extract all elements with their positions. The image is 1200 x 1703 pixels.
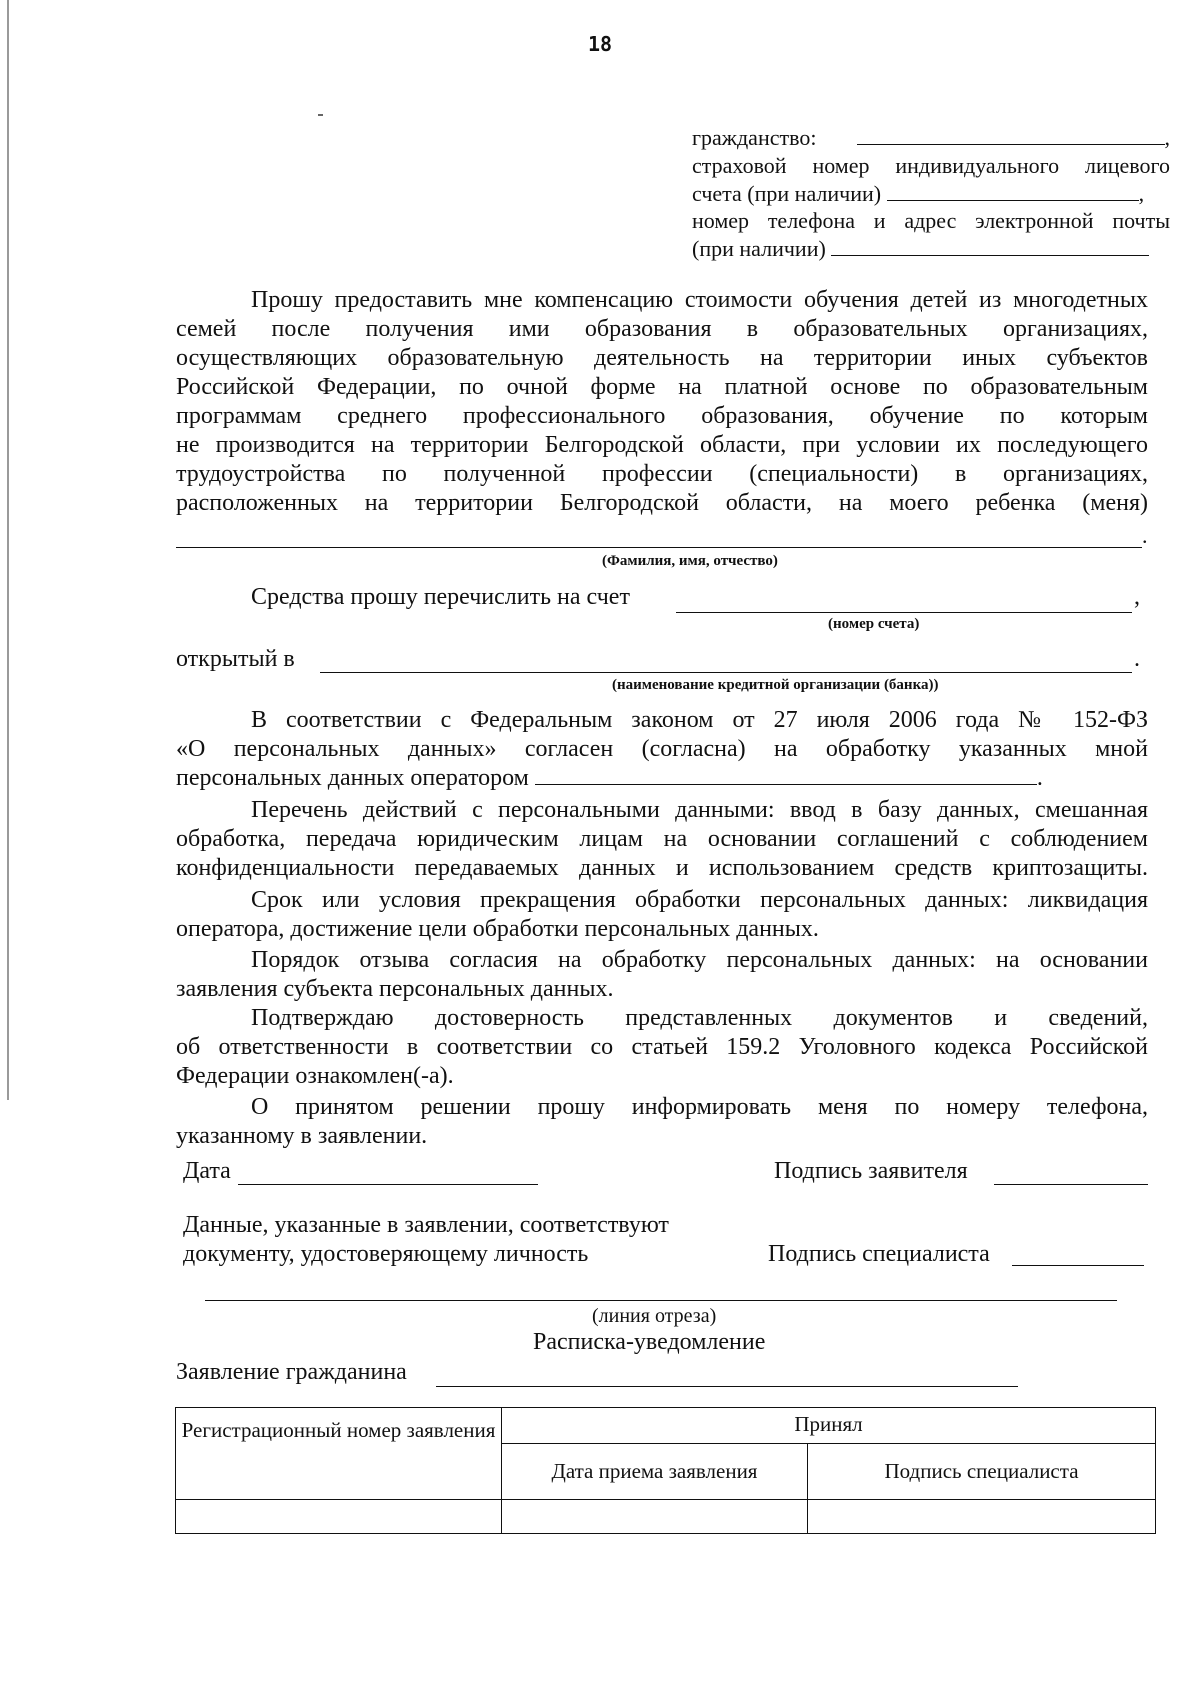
consent-line: об ответственности в соответствии со статьей 159.2 Уголовного кодекса Российской <box>176 1034 1148 1060</box>
account-label: Средства прошу перечислить на счет <box>251 584 630 610</box>
consent-line: заявления субъекта персональных данных. <box>176 976 614 1002</box>
operator-blank[interactable] <box>535 764 1037 785</box>
consent-paragraph-2 <box>176 796 1148 883</box>
insurance-blank[interactable] <box>887 182 1139 201</box>
consent-line: оператора, достижение цели обработки персональных данных. <box>176 916 819 942</box>
opened-label: открытый в <box>176 646 295 672</box>
consent-line: обработка, передача юридическим лицам на основании соглашений с соблюдением <box>176 826 1148 852</box>
contact-field[interactable] <box>692 235 1149 263</box>
insurance-label-line2: счета (при наличии) <box>692 181 882 206</box>
insurance-field[interactable]: счета (при наличии) , <box>692 181 1145 206</box>
scan-speck <box>318 114 323 116</box>
consent-paragraph-3 <box>176 886 1148 944</box>
cut-line <box>205 1300 1117 1301</box>
consent-line: В соответствии с Федеральным законом от 27 июля 2006 года № 152-ФЗ <box>251 707 1148 733</box>
consent-paragraph-6 <box>176 1093 1148 1151</box>
consent-paragraph-5 <box>176 1004 1148 1091</box>
account-comma: , <box>1134 584 1140 610</box>
date-blank-line[interactable] <box>238 1184 538 1185</box>
citizenship-label: гражданство: <box>692 125 817 150</box>
applicant-signature-label: Подпись заявителя <box>774 1158 968 1184</box>
bank-period: . <box>1134 646 1140 672</box>
consent-paragraph-1 <box>176 706 1148 793</box>
citizenship-blank[interactable] <box>857 126 1165 145</box>
account-blank-line[interactable] <box>676 612 1132 613</box>
application-label: Заявление гражданина <box>176 1359 407 1385</box>
consent-line: Срок или условия прекращения обработки персональных данных: ликвидация <box>251 887 1148 913</box>
consent-line: указанному в заявлении. <box>176 1123 428 1149</box>
date-received-cell[interactable] <box>502 1500 808 1534</box>
request-line: Российской Федерации, по очной форме на платной основе по образовательным <box>176 374 1148 400</box>
request-paragraph <box>176 286 1148 518</box>
fio-blank-line[interactable] <box>176 547 1142 548</box>
data-match-line2: документу, удостоверяющему личность <box>183 1241 589 1267</box>
bank-blank-line[interactable] <box>320 672 1132 673</box>
bank-caption: (наименование кредитной организации (банка)) <box>612 677 939 693</box>
applicant-signature-line[interactable] <box>994 1184 1148 1185</box>
scan-edge <box>7 0 9 1100</box>
operator-field[interactable]: персональных данных оператором . <box>176 765 1043 791</box>
reg-number-cell[interactable] <box>176 1500 502 1534</box>
consent-line: «О персональных данных» согласен (согласна) на обработку указанных мной <box>176 736 1148 762</box>
contact-label-line1: номер телефона и адрес электронной почты <box>692 208 1170 233</box>
registration-table <box>175 1407 1156 1534</box>
cut-line-caption: (линия отреза) <box>592 1305 717 1327</box>
request-line: семей после получения ими образования в образовательных организациях, <box>176 316 1148 342</box>
specialist-signature-cell[interactable] <box>808 1500 1156 1534</box>
consent-paragraph-4 <box>176 946 1148 1004</box>
contact-blank[interactable] <box>831 237 1149 256</box>
specialist-signature-line[interactable] <box>1012 1265 1144 1266</box>
fio-caption: (Фамилия, имя, отчество) <box>602 553 778 569</box>
date-received-header: Дата приема заявления <box>502 1444 808 1500</box>
specialist-signature-header: Подпись специалиста <box>808 1444 1156 1500</box>
contact-label-line2: (при наличии) <box>692 236 826 261</box>
consent-line: Перечень действий с персональными данными: ввод в базу данных, смешанная <box>251 797 1148 823</box>
data-match-line1: Данные, указанные в заявлении, соответствуют <box>183 1212 669 1238</box>
consent-line: конфиденциальности передаваемых данных и использованием средств криптозащиты. <box>176 855 1148 881</box>
insurance-label-line1: страховой номер индивидуального лицевого <box>692 153 1170 178</box>
reg-number-header: Регистрационный номер заявления <box>176 1408 502 1500</box>
request-line: осуществляющих образовательную деятельность на территории иных субъектов <box>176 345 1148 371</box>
operator-label: персональных данных оператором <box>176 765 529 791</box>
request-line: Прошу предоставить мне компенсацию стоимости обучения детей из многодетных <box>251 287 1148 313</box>
request-line: программам среднего профессионального образования, обучение по которым <box>176 403 1148 429</box>
application-blank-line[interactable] <box>436 1386 1018 1387</box>
consent-line: Федерации ознакомлен(-а). <box>176 1063 454 1089</box>
request-line: не производится на территории Белгородской области, при условии их последующего <box>176 432 1148 458</box>
request-line: трудоустройства по полученной профессии (специальности) в организациях, <box>176 461 1148 487</box>
date-label: Дата <box>183 1158 231 1184</box>
page-number: 18 <box>587 32 613 56</box>
specialist-signature-label: Подпись специалиста <box>768 1241 990 1267</box>
fio-period: . <box>1142 523 1148 548</box>
request-line: расположенных на территории Белгородской области, на моего ребенка (меня) <box>176 490 1148 516</box>
consent-line: О принятом решении прошу информировать меня по номеру телефона, <box>251 1094 1148 1120</box>
citizenship-field[interactable]: гражданство: , <box>692 125 1170 150</box>
receipt-title: Расписка-уведомление <box>533 1329 766 1355</box>
account-caption: (номер счета) <box>828 616 920 632</box>
consent-line: Порядок отзыва согласия на обработку персональных данных: на основании <box>251 947 1148 973</box>
consent-line: Подтверждаю достоверность представленных документов и сведений, <box>251 1005 1148 1031</box>
accepted-header: Принял <box>502 1408 1156 1444</box>
